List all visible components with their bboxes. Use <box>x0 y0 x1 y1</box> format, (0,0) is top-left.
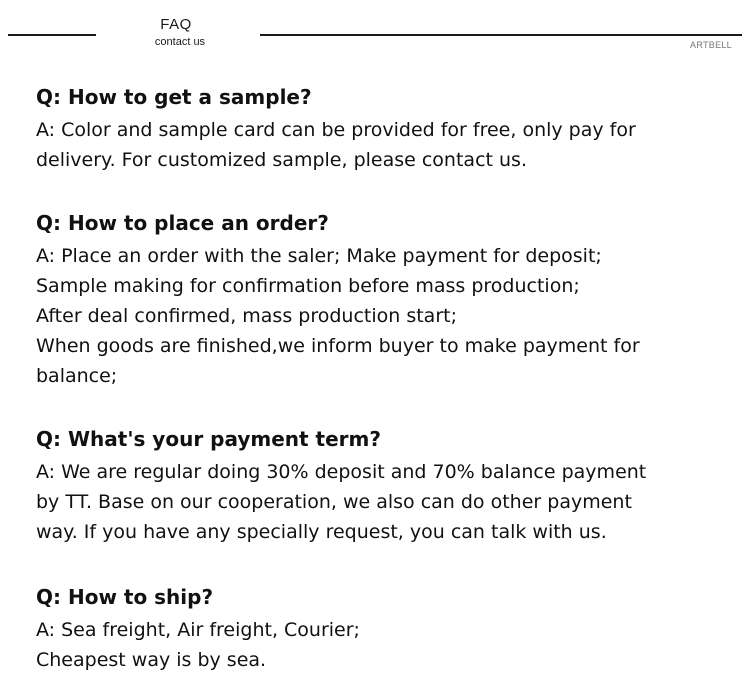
faq-answer-line: A: Place an order with the saler; Make payment for deposit; <box>36 245 602 267</box>
faq-item-order <box>36 208 640 391</box>
header-rule-left <box>8 34 96 36</box>
faq-answer-line: A: Color and sample card can be provided for free, only pay for <box>36 119 636 141</box>
faq-answer-line: way. If you have any specially request, you can talk with us. <box>36 521 607 543</box>
faq-answer-line: A: Sea freight, Air freight, Courier; <box>36 619 360 641</box>
faq-item-payment <box>36 424 646 547</box>
faq-question: Q: How to place an order? <box>36 211 329 235</box>
faq-question: Q: How to ship? <box>36 585 214 609</box>
faq-item-shipping <box>36 582 360 675</box>
brand-label: ARTBELL <box>690 40 732 50</box>
faq-answer-line: Cheapest way is by sea. <box>36 649 267 671</box>
faq-answer-line: Sample making for confirmation before mass production; <box>36 275 580 297</box>
faq-question: Q: What's your payment term? <box>36 427 381 451</box>
page-subtitle: contact us <box>154 36 206 48</box>
faq-answer-line: balance; <box>36 365 118 387</box>
faq-question: Q: How to get a sample? <box>36 85 312 109</box>
faq-answer-line: by TT. Base on our cooperation, we also can do other payment <box>36 491 632 513</box>
faq-answer-line: delivery. For customized sample, please contact us. <box>36 149 527 171</box>
header-rule-right <box>260 34 742 36</box>
faq-answer-line: After deal confirmed, mass production start; <box>36 305 457 327</box>
page-title: FAQ <box>160 16 192 33</box>
faq-item-sample <box>36 82 636 175</box>
faq-header <box>0 0 750 60</box>
faq-answer-line: When goods are finished,we inform buyer to make payment for <box>36 335 640 357</box>
faq-answer-line: A: We are regular doing 30% deposit and 70% balance payment <box>36 461 647 483</box>
